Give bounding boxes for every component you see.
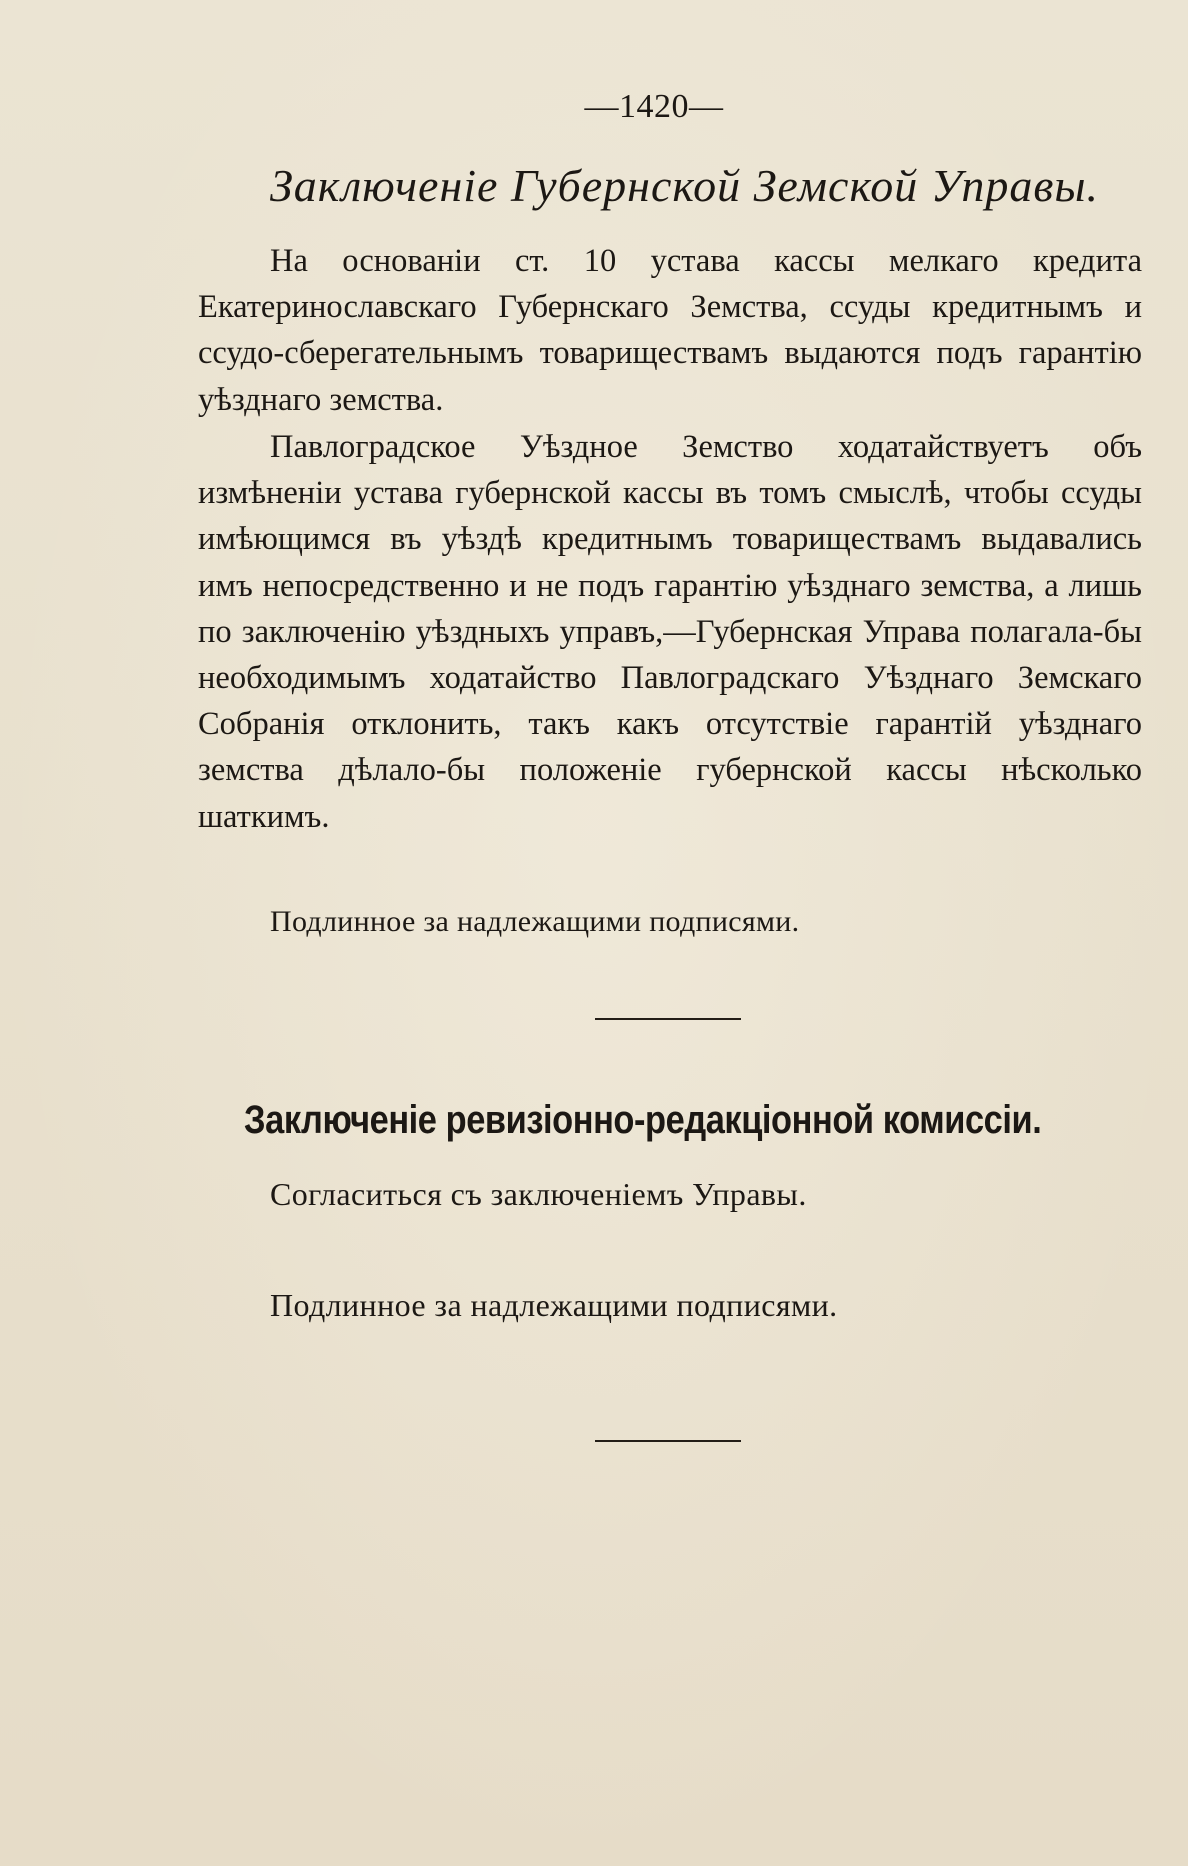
section-divider-1 bbox=[595, 1018, 741, 1020]
commission-conclusion-text: Согласиться съ заключеніемъ Управы. bbox=[270, 1176, 807, 1212]
section-heading-governorate-board: Заключеніе Губернской Земской Управы. bbox=[270, 160, 1100, 211]
paragraph-1-text: На основаніи ст. 10 устава кассы мелкаго кредита Екатеринославскаго Губернскаго Земства, ссуды кредитнымъ и ссудо-сберегательнымъ товариществамъ выдаются подъ гарантію уѣзднаго земства. bbox=[198, 243, 1142, 418]
paragraph-legal-basis bbox=[198, 238, 1142, 423]
page-number: —1420— bbox=[584, 88, 724, 125]
paragraph-2-text: Павлоградское Уѣздное Земство ходатайствуетъ объ измѣненіи устава губернской кассы въ томъ смыслѣ, чтобы ссуды имѣющимся въ уѣздѣ кредитнымъ товариществамъ выдавались имъ непосредственно и не подъ гарантію уѣзднаго земства, а лишь по заключенію уѣздныхъ управъ,—Губернская Управа полагала-бы необходимымъ ходатайство Павлоградскаго Уѣзднаго Земскаго Собранія отклонить, такъ какъ отсутствіе гарантій уѣзднаго земства дѣлало-бы положеніе губернской кассы нѣсколько шаткимъ. bbox=[198, 429, 1142, 835]
signature-note-1: Подлинное за надлежащими подписями. bbox=[270, 905, 800, 938]
paragraph-petition bbox=[198, 424, 1142, 840]
signature-note-2: Подлинное за надлежащими подписями. bbox=[270, 1287, 838, 1323]
section-heading-revision-commission: Заключеніе ревизіонно-редакціонной комиссіи. bbox=[244, 1098, 1042, 1142]
section-divider-2 bbox=[595, 1440, 741, 1442]
